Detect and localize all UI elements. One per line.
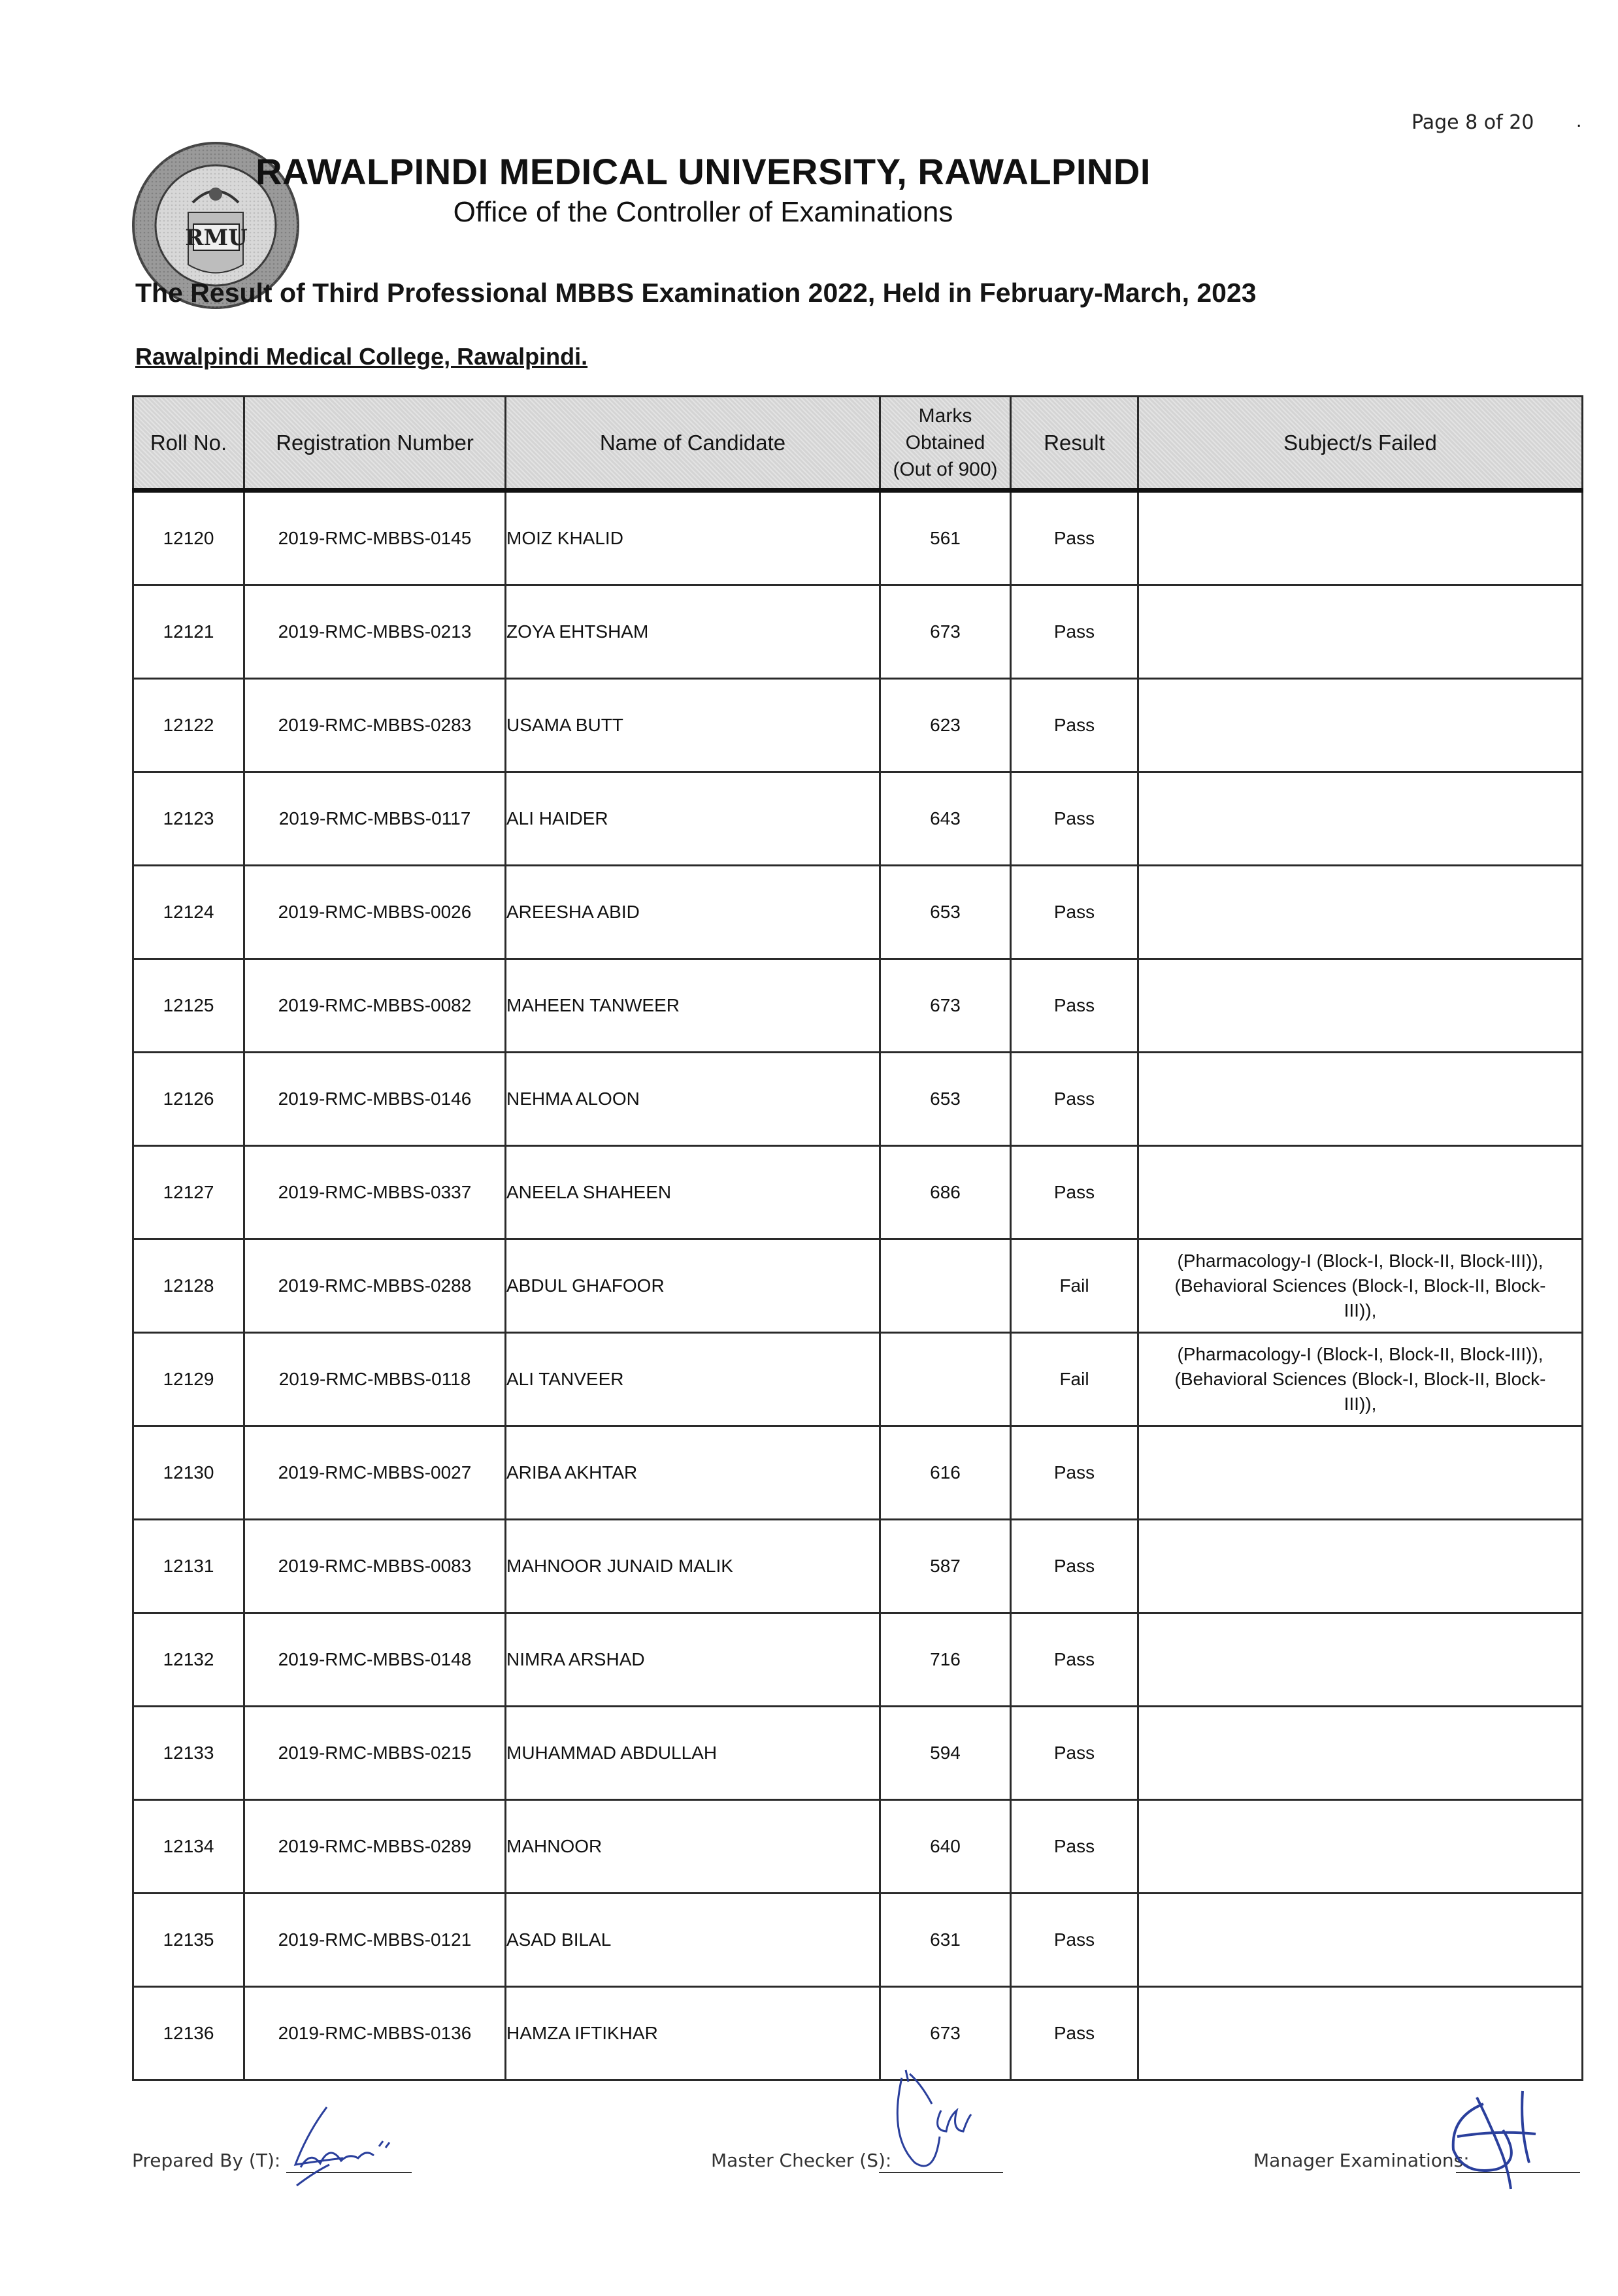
result-cell: Pass <box>1011 772 1138 866</box>
table-row <box>133 1894 1583 1987</box>
table-row <box>133 866 1583 959</box>
result-cell: Pass <box>1011 1613 1138 1707</box>
results-table <box>132 395 1583 2081</box>
subjects-failed-cell <box>1138 1520 1583 1613</box>
result-cell: Pass <box>1011 491 1138 585</box>
prepared-by-label: Prepared By (T): <box>132 2150 281 2171</box>
table-row <box>133 679 1583 772</box>
registration-number-cell: 2019-RMC-MBBS-0082 <box>244 959 506 1053</box>
candidate-name-cell: ALI TANVEER <box>506 1333 880 1426</box>
table-row <box>133 1800 1583 1894</box>
table-row <box>133 1426 1583 1520</box>
marks-obtained-cell: 673 <box>880 585 1011 679</box>
table-row <box>133 1987 1583 2080</box>
subjects-failed-cell <box>1138 866 1583 959</box>
registration-number-cell: 2019-RMC-MBBS-0136 <box>244 1987 506 2080</box>
table-row <box>133 1613 1583 1707</box>
roll-no-cell: 12134 <box>133 1800 244 1894</box>
candidate-name-cell: ASAD BILAL <box>506 1894 880 1987</box>
candidate-name-cell: ALI HAIDER <box>506 772 880 866</box>
subjects-failed-cell <box>1138 772 1583 866</box>
candidate-name-cell: USAMA BUTT <box>506 679 880 772</box>
subjects-failed-line: (Pharmacology-I (Block-I, Block-II, Block-III)), <box>1177 1344 1544 1364</box>
candidate-name-cell: ZOYA EHTSHAM <box>506 585 880 679</box>
registration-number-cell: 2019-RMC-MBBS-0215 <box>244 1707 506 1800</box>
header-marks-line1: Marks <box>918 405 972 427</box>
manager-examinations-signature <box>1438 2078 1575 2195</box>
marks-obtained-cell: 673 <box>880 959 1011 1053</box>
roll-no-cell: 12132 <box>133 1613 244 1707</box>
table-row <box>133 1053 1583 1146</box>
marks-obtained-cell: 673 <box>880 1987 1011 2080</box>
candidate-name-cell: MOIZ KHALID <box>506 491 880 585</box>
marks-obtained-cell: 631 <box>880 1894 1011 1987</box>
candidate-name-cell: NIMRA ARSHAD <box>506 1613 880 1707</box>
header-subjects-failed: Subject/s Failed <box>1138 397 1583 491</box>
registration-number-cell: 2019-RMC-MBBS-0145 <box>244 491 506 585</box>
master-checker-label: Master Checker (S): <box>711 2150 892 2171</box>
subjects-failed-cell <box>1138 491 1583 585</box>
header-roll-no: Roll No. <box>133 397 244 491</box>
roll-no-cell: 12129 <box>133 1333 244 1426</box>
candidate-name-cell: ANEELA SHAHEEN <box>506 1146 880 1239</box>
result-cell: Pass <box>1011 1894 1138 1987</box>
college-name: Rawalpindi Medical College, Rawalpindi. <box>135 343 588 370</box>
result-cell: Pass <box>1011 679 1138 772</box>
marks-obtained-cell <box>880 1239 1011 1333</box>
result-cell: Pass <box>1011 1426 1138 1520</box>
roll-no-cell: 12126 <box>133 1053 244 1146</box>
exam-title: The Result of Third Professional MBBS Examination 2022, Held in February-March, 2023 <box>135 278 1257 308</box>
prepared-by-signature <box>281 2088 412 2192</box>
marks-obtained-cell: 561 <box>880 491 1011 585</box>
master-checker-signature <box>869 2065 1000 2189</box>
result-cell: Pass <box>1011 866 1138 959</box>
registration-number-cell: 2019-RMC-MBBS-0117 <box>244 772 506 866</box>
manager-examinations-label: Manager Examinations: <box>1253 2150 1470 2171</box>
roll-no-cell: 12135 <box>133 1894 244 1987</box>
registration-number-cell: 2019-RMC-MBBS-0121 <box>244 1894 506 1987</box>
registration-number-cell: 2019-RMC-MBBS-0283 <box>244 679 506 772</box>
result-cell: Fail <box>1011 1239 1138 1333</box>
roll-no-cell: 12127 <box>133 1146 244 1239</box>
candidate-name-cell: HAMZA IFTIKHAR <box>506 1987 880 2080</box>
registration-number-cell: 2019-RMC-MBBS-0118 <box>244 1333 506 1426</box>
registration-number-cell: 2019-RMC-MBBS-0288 <box>244 1239 506 1333</box>
header-marks-line3: (Out of 900) <box>893 459 998 480</box>
candidate-name-cell: MAHNOOR JUNAID MALIK <box>506 1520 880 1613</box>
roll-no-cell: 12125 <box>133 959 244 1053</box>
office-name: Office of the Controller of Examinations <box>453 196 953 228</box>
candidate-name-cell: NEHMA ALOON <box>506 1053 880 1146</box>
candidate-name-cell: ABDUL GHAFOOR <box>506 1239 880 1333</box>
subjects-failed-line: (Behavioral Sciences (Block-I, Block-II, Block- <box>1174 1275 1546 1296</box>
subjects-failed-cell <box>1138 679 1583 772</box>
candidate-name-cell: AREESHA ABID <box>506 866 880 959</box>
result-cell: Pass <box>1011 1520 1138 1613</box>
roll-no-cell: 12121 <box>133 585 244 679</box>
candidate-name-cell: MUHAMMAD ABDULLAH <box>506 1707 880 1800</box>
subjects-failed-line: III)), <box>1344 1394 1377 1414</box>
table-row <box>133 959 1583 1053</box>
registration-number-cell: 2019-RMC-MBBS-0213 <box>244 585 506 679</box>
subjects-failed-line: (Behavioral Sciences (Block-I, Block-II, Block- <box>1174 1369 1546 1389</box>
marks-obtained-cell <box>880 1333 1011 1426</box>
marks-obtained-cell: 643 <box>880 772 1011 866</box>
marks-obtained-cell: 616 <box>880 1426 1011 1520</box>
page-number: Page 8 of 20 <box>1412 111 1534 134</box>
header-result: Result <box>1011 397 1138 491</box>
subjects-failed-cell <box>1138 959 1583 1053</box>
roll-no-cell: 12131 <box>133 1520 244 1613</box>
results-body <box>133 491 1583 2080</box>
table-row <box>133 1146 1583 1239</box>
marks-obtained-cell: 594 <box>880 1707 1011 1800</box>
page-dot: . <box>1576 110 1582 131</box>
roll-no-cell: 12130 <box>133 1426 244 1520</box>
subjects-failed-cell <box>1138 1894 1583 1987</box>
result-cell: Pass <box>1011 1053 1138 1146</box>
result-cell: Pass <box>1011 1707 1138 1800</box>
table-row <box>133 1333 1583 1426</box>
table-header-row <box>133 397 1583 491</box>
roll-no-cell: 12128 <box>133 1239 244 1333</box>
table-row <box>133 772 1583 866</box>
registration-number-cell: 2019-RMC-MBBS-0146 <box>244 1053 506 1146</box>
header-registration-number: Registration Number <box>244 397 506 491</box>
svg-text:RMU: RMU <box>185 225 248 251</box>
roll-no-cell: 12123 <box>133 772 244 866</box>
candidate-name-cell: MAHNOOR <box>506 1800 880 1894</box>
roll-no-cell: 12124 <box>133 866 244 959</box>
table-row <box>133 585 1583 679</box>
subjects-failed-cell <box>1138 1333 1583 1426</box>
subjects-failed-cell <box>1138 1239 1583 1333</box>
candidate-name-cell: ARIBA AKHTAR <box>506 1426 880 1520</box>
subjects-failed-line: III)), <box>1344 1300 1377 1320</box>
roll-no-cell: 12136 <box>133 1987 244 2080</box>
result-cell: Pass <box>1011 1987 1138 2080</box>
marks-obtained-cell: 716 <box>880 1613 1011 1707</box>
result-cell: Pass <box>1011 1800 1138 1894</box>
result-cell: Fail <box>1011 1333 1138 1426</box>
roll-no-cell: 12133 <box>133 1707 244 1800</box>
marks-obtained-cell: 640 <box>880 1800 1011 1894</box>
subjects-failed-cell <box>1138 1987 1583 2080</box>
roll-no-cell: 12120 <box>133 491 244 585</box>
result-cell: Pass <box>1011 585 1138 679</box>
subjects-failed-cell <box>1138 1800 1583 1894</box>
table-row <box>133 491 1583 585</box>
table-row <box>133 1707 1583 1800</box>
registration-number-cell: 2019-RMC-MBBS-0337 <box>244 1146 506 1239</box>
marks-obtained-cell: 653 <box>880 1053 1011 1146</box>
registration-number-cell: 2019-RMC-MBBS-0026 <box>244 866 506 959</box>
subjects-failed-cell <box>1138 1613 1583 1707</box>
registration-number-cell: 2019-RMC-MBBS-0083 <box>244 1520 506 1613</box>
header-name-of-candidate: Name of Candidate <box>506 397 880 491</box>
registration-number-cell: 2019-RMC-MBBS-0148 <box>244 1613 506 1707</box>
subjects-failed-cell <box>1138 1707 1583 1800</box>
result-cell: Pass <box>1011 959 1138 1053</box>
subjects-failed-cell <box>1138 1146 1583 1239</box>
candidate-name-cell: MAHEEN TANWEER <box>506 959 880 1053</box>
subjects-failed-cell <box>1138 1426 1583 1520</box>
registration-number-cell: 2019-RMC-MBBS-0289 <box>244 1800 506 1894</box>
marks-obtained-cell: 686 <box>880 1146 1011 1239</box>
marks-obtained-cell: 587 <box>880 1520 1011 1613</box>
header-marks-obtained <box>880 397 1011 491</box>
subjects-failed-cell <box>1138 1053 1583 1146</box>
marks-obtained-cell: 653 <box>880 866 1011 959</box>
header-marks-line2: Obtained <box>905 432 985 453</box>
registration-number-cell: 2019-RMC-MBBS-0027 <box>244 1426 506 1520</box>
subjects-failed-line: (Pharmacology-I (Block-I, Block-II, Block-III)), <box>1177 1251 1544 1271</box>
subjects-failed-cell <box>1138 585 1583 679</box>
table-row <box>133 1239 1583 1333</box>
marks-obtained-cell: 623 <box>880 679 1011 772</box>
roll-no-cell: 12122 <box>133 679 244 772</box>
table-row <box>133 1520 1583 1613</box>
university-name: RAWALPINDI MEDICAL UNIVERSITY, RAWALPINDI <box>256 151 1151 192</box>
result-cell: Pass <box>1011 1146 1138 1239</box>
